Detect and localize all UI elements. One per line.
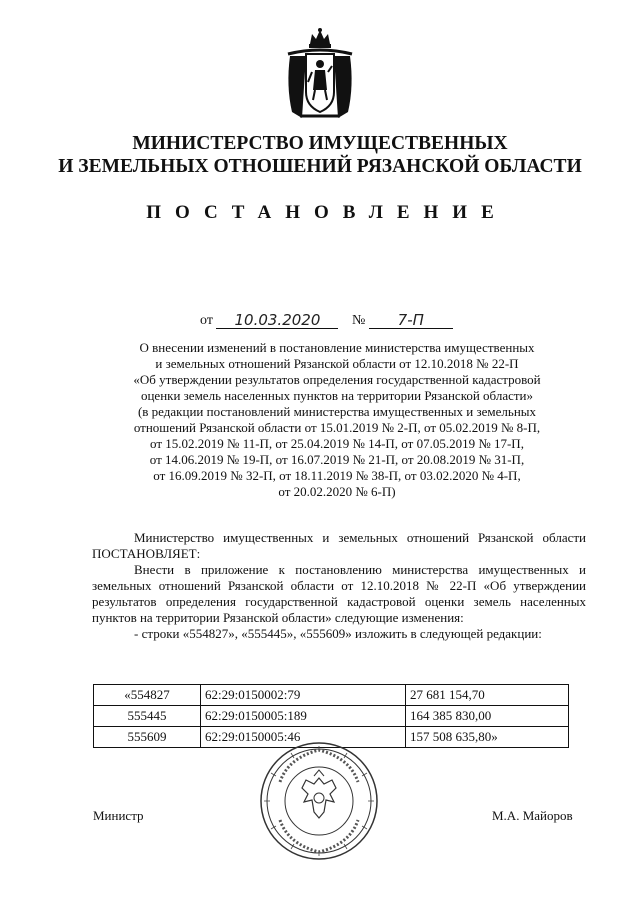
subject-line: (в редакции постановлений министерства имущественных и земельных: [137, 404, 537, 419]
subject-line: и земельных отношений Рязанской области от 12.10.2018 № 22-П: [155, 356, 519, 371]
table-cell-value: 164 385 830,00: [406, 706, 569, 727]
body-text: [92, 530, 586, 642]
seal-icon: [258, 738, 380, 864]
table-row: [94, 685, 569, 706]
table-cell-value: 157 508 635,80»: [406, 727, 569, 748]
official-seal-stamp: [258, 738, 380, 864]
signatory-name: М.А. Майоров: [492, 808, 573, 823]
subject-line: от 15.02.2019 № 11-П, от 25.04.2019 № 14-П, от 07.05.2019 № 17-П,: [150, 436, 524, 451]
table-cell-cadastral-number: 62:29:0150005:189: [201, 706, 406, 727]
table-row: [94, 706, 569, 727]
number-label: №: [351, 313, 366, 328]
subject-line: отношений Рязанской области от 15.01.2019 № 2-П, от 05.02.2019 № 8-П,: [133, 420, 541, 435]
subject-line: от 16.09.2019 № 32-П, от 18.11.2019 № 38-П, от 03.02.2020 № 4-П,: [153, 468, 521, 483]
table-cell-value: 27 681 154,70: [406, 685, 569, 706]
body-paragraph-2: Внести в приложение к постановлению министерства имущественных и земельных отношений Рязанской области от 12.10.2018 № 22-П «Об утверждении результатов определения государственной кадастровой оценки земель населенных пунктов на территории Рязанской области» следующие изменения:: [92, 562, 586, 625]
document-type-title: ПОСТАНОВЛЕНИЕ: [146, 202, 508, 223]
coat-of-arms-emblem: [282, 26, 358, 122]
number-value: 7-П: [369, 313, 453, 329]
table-cell-cadastral-number: 62:29:0150002:79: [201, 685, 406, 706]
table-cell-cadastral-number: 62:29:0150005:46: [201, 727, 406, 748]
subject-line: О внесении изменений в постановление министерства имущественных: [139, 340, 535, 355]
table-cell-row-number: «554827: [94, 685, 201, 706]
subject-line: оценки земель населенных пунктов на территории Рязанской области»: [140, 388, 534, 403]
date-number-line: [200, 313, 500, 329]
date-value: 10.03.2020: [216, 313, 338, 329]
ministry-name-line1: МИНИСТЕРСТВО ИМУЩЕСТВЕННЫХ: [132, 133, 508, 154]
decree-subject: [92, 340, 582, 500]
coat-of-arms-icon: [282, 26, 358, 122]
date-label: от: [200, 313, 213, 328]
subject-line: от 14.06.2019 № 19-П, от 16.07.2019 № 21-П, от 20.08.2019 № 31-П,: [149, 452, 525, 467]
table-cell-row-number: 555609: [94, 727, 201, 748]
ministry-name: [0, 132, 640, 178]
table-cell-row-number: 555445: [94, 706, 201, 727]
signatory-position: Министр: [93, 808, 144, 823]
body-paragraph-1: Министерство имущественных и земельных отношений Рязанской области ПОСТАНОВЛЯЕТ:: [92, 530, 586, 561]
body-paragraph-3: - строки «554827», «555445», «555609» изложить в следующей редакции:: [134, 626, 542, 641]
ministry-name-line2: И ЗЕМЕЛЬНЫХ ОТНОШЕНИЙ РЯЗАНСКОЙ ОБЛАСТИ: [58, 156, 582, 177]
subject-line: от 20.02.2020 № 6-П): [278, 484, 396, 499]
subject-line: «Об утверждении результатов определения государственной кадастровой: [133, 372, 541, 387]
